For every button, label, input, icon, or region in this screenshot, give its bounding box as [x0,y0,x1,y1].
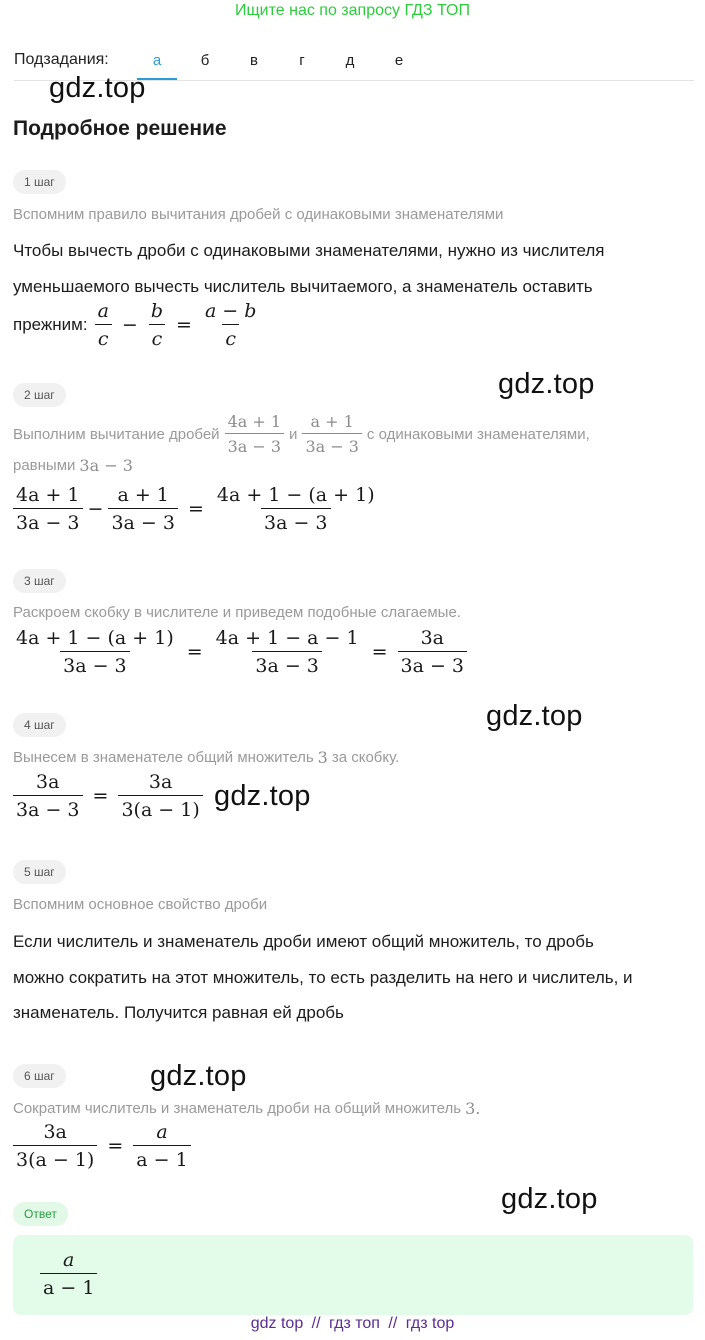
equals-sign: = [186,641,203,663]
denominator: 3a − 3 [13,795,83,821]
step-hint: Вынесем в знаменателе общий множитель [13,749,314,766]
tab-d[interactable]: д [345,52,355,69]
equals-sign: = [92,785,109,807]
minus-sign: − [121,314,138,336]
footer-separator: // [388,1315,398,1332]
fraction-inline [222,412,287,456]
tab-b[interactable]: б [200,52,210,69]
numerator: 3a [43,1121,67,1143]
numerator: a [156,1121,168,1143]
fraction [214,484,378,534]
tab-e[interactable]: е [394,52,404,69]
footer-link[interactable]: гдз top [405,1315,455,1332]
step-badge: 5 шаг [13,860,66,884]
watermark: gdz.top [498,368,595,400]
step-hint: Раскроем скобку в числителе и приведем подобные слагаемые. [13,604,461,621]
numerator: b [150,300,164,322]
footer-separator: // [311,1315,321,1332]
formula [10,771,206,821]
inline-expression: 3a − 3 [79,456,133,475]
watermark: gdz.top [501,1183,598,1215]
numerator: 3a [420,627,444,649]
step-text: прежним: [13,315,88,334]
numerator: 4a + 1 [16,484,80,506]
denominator: a − 1 [133,1145,190,1171]
step-hint: за скобку. [331,749,400,766]
denominator: a − 1 [40,1273,97,1299]
numerator: a + 1 [117,484,169,506]
inline-number: 3 [317,748,328,767]
fraction [13,484,83,534]
fraction [133,1121,190,1171]
formula [10,484,381,534]
equals-sign: = [187,498,204,520]
fraction [13,1121,97,1171]
step-text: Если числитель и знаменатель дроби имеют общий множитель, то дробь [13,932,594,951]
fraction [40,1249,97,1299]
inline-number: 3. [465,1099,481,1118]
answer-box [13,1235,693,1315]
fraction [148,300,166,350]
fraction [13,627,177,677]
denominator: 3a − 3 [60,651,130,677]
fraction-inline [299,412,364,456]
fraction [13,771,83,821]
step-text: знаменатель. Получится равная ей дробь [13,1003,344,1022]
step-hint: и [289,425,298,443]
watermark: gdz.top [150,1060,247,1092]
numerator: 4a + 1 − a − 1 [215,627,359,649]
numerator: 3a [148,771,173,793]
denominator: 3(a − 1) [118,795,202,821]
formula-row [13,300,262,350]
tab-a[interactable]: а [152,52,162,69]
denominator: c [149,324,166,350]
watermark: gdz.top [214,780,311,812]
step-badge: 6 шаг [13,1064,66,1088]
numerator: a + 1 [310,412,354,431]
watermark: gdz.top [486,700,583,732]
step-hint: Выполним вычитание дробей [13,425,220,443]
denominator: 3a − 3 [13,508,83,534]
step-hint-row [13,1099,480,1118]
formula-subtraction-rule [92,300,263,350]
watermark: gdz.top [49,72,146,104]
formula-step-3 [10,627,470,677]
answer-formula [37,1249,100,1299]
step-badge: 4 шаг [13,713,66,737]
equals-sign: = [176,314,192,336]
step-badge: 2 шаг [13,383,66,407]
fraction [213,627,362,677]
numerator: 3a [36,771,60,793]
step-text: можно сократить на этот множитель, то есть разделить на него и числитель, и [13,968,633,987]
tab-g[interactable]: г [299,52,305,69]
denominator: 3a − 3 [261,508,331,534]
fraction [398,627,468,677]
formula-step-2 [10,484,381,534]
step-hint-row [13,748,399,767]
step-hint: с одинаковыми знаменателями, [366,425,590,443]
step-badge: 3 шаг [13,569,66,593]
formula [37,1249,100,1299]
promo-banner[interactable]: Ищите нас по запросу ГДЗ ТОП [235,2,470,19]
footer-link[interactable]: гдз топ [329,1315,380,1332]
footer-link[interactable]: gdz top [250,1315,304,1332]
fraction [95,300,112,350]
footer-links [0,1315,705,1333]
denominator: 3(a − 1) [13,1145,97,1171]
numerator: 4a + 1 − (a + 1) [216,484,375,506]
formula [10,1121,194,1171]
numerator: a [97,300,109,322]
numerator: 4a + 1 − (a + 1) [16,627,174,649]
formula [10,627,470,677]
denominator: 3a − 3 [108,508,178,534]
step-text: уменьшаемого вычесть числитель вычитаемого, а знаменатель оставить [13,277,593,296]
fraction [302,412,361,456]
step-hint: Сократим числитель и знаменатель дроби на общий множитель [13,1100,462,1117]
formula-step-4 [10,771,206,821]
step-hint-row [13,412,590,456]
answer-badge: Ответ [13,1202,68,1226]
step-hint-row [13,456,133,475]
step-badge: 1 шаг [13,170,66,194]
fraction [108,484,178,534]
step-hint: равными [13,457,76,474]
section-title: Подробное решение [13,117,227,140]
denominator: 3a − 3 [252,651,322,677]
denominator: 3a − 3 [225,433,284,456]
minus-sign: − [87,498,104,520]
denominator: 3a − 3 [302,433,361,456]
numerator: a − b [204,300,257,322]
equals-sign: = [371,641,388,663]
denominator: c [222,324,239,350]
subtasks-label: Подзадания: [14,51,109,68]
equals-sign: = [107,1135,124,1157]
numerator: a [63,1249,75,1271]
formula-step-6 [10,1121,194,1171]
step-hint: Вспомним основное свойство дроби [13,896,268,913]
denominator: 3a − 3 [398,651,468,677]
denominator: c [95,324,112,350]
numerator: 4a + 1 [227,412,282,431]
step-hint: Вспомним правило вычитания дробей с одинаковыми знаменателями [13,206,504,223]
fraction [225,412,284,456]
step-text: Чтобы вычесть дроби с одинаковыми знаменателями, нужно из числителя [13,241,605,260]
fraction [118,771,202,821]
fraction [202,300,260,350]
tab-v[interactable]: в [250,52,258,69]
